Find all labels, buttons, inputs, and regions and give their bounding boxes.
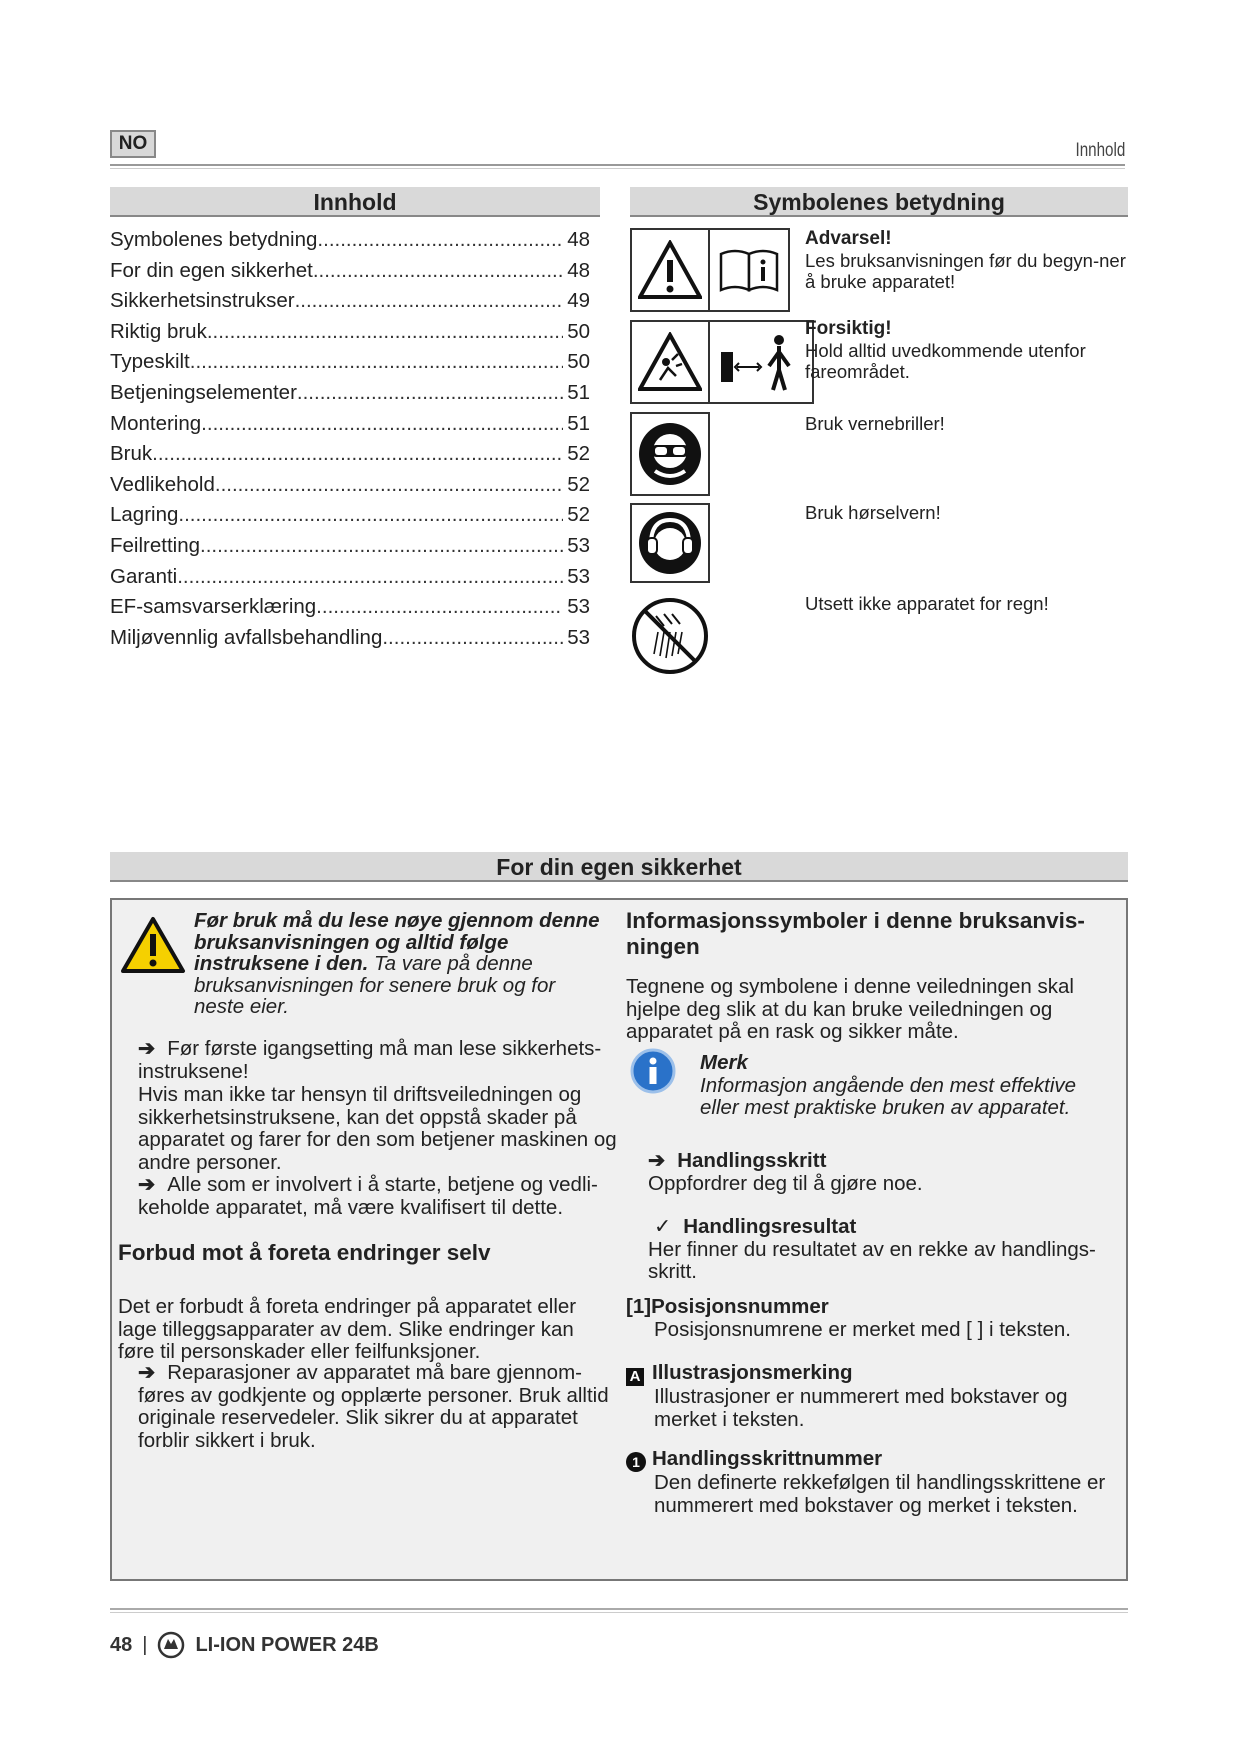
toc-entry[interactable] [110,286,590,317]
letter-badge-icon: A [626,1368,644,1386]
product-model: LI-ION POWER 24B [195,1633,379,1656]
warning-triangle-icon [638,240,702,300]
toc-entry-title: Sikkerhetsinstrukser [110,289,295,313]
language-tag: NO [110,130,156,158]
bullet-qualified-persons: ➔ Alle som er involvert i å starte, betjene og vedli-keholde apparatet, må være kvalifisert til dette. [138,1173,598,1219]
handlingsresultat-item: ✓ Handlingsresultat Her finner du resultatet av en rekke av handlings-skritt. [648,1215,1096,1283]
no-rain-icon [630,596,710,676]
toc-leader-dots [207,317,563,348]
safety-heading: For din egen sikkerhet [110,852,1128,882]
toc-entry-page: 49 [567,289,590,313]
footer-divider [110,1608,1128,1613]
toc-entry-title: Garanti [110,564,178,588]
toc-entry-page: 52 [567,503,590,527]
toc-entry[interactable] [110,500,590,531]
wolf-logo-icon [157,1631,185,1659]
hearing-symbol-box [630,503,710,583]
hearing-symbol-text: Bruk hørselvern! [805,502,941,523]
toc-leader-dots [382,623,563,654]
toc-leader-dots [316,592,563,623]
toc-entry-title: Typeskilt [110,350,190,374]
warning-note: Før bruk må du lese nøye gjennom denne bruksanvisningen og alltid følge instruksene i den. Ta vare på denne bruksanvisningen for senere bruk og for neste eier. [194,909,600,1018]
toc-entry-title: Bruk [110,442,153,466]
caution-symbol-box [630,320,814,404]
toc-leader-dots [215,470,563,501]
toc-entry-page: 53 [567,625,590,649]
toc-entry-page: 53 [567,595,590,619]
toc-entry-page: 48 [567,228,590,251]
table-of-contents [110,225,590,653]
footer-separator: | [142,1633,148,1656]
toc-entry-title: EF-samsvarserklæring [110,595,317,619]
toc-entry[interactable] [110,623,590,654]
toc-leader-dots [295,286,564,317]
toc-leader-dots [297,378,563,409]
illustrasjonsmerking-item: A Illustrasjonsmerking Illustrasjoner er nummerert med bokstaver og merket i teksten. [626,1362,1116,1431]
info-icon [630,1048,676,1094]
toc-entry-title: Feilretting [110,533,201,557]
goggles-symbol-box [630,412,710,496]
safety-goggles-icon [637,421,703,487]
toc-entry-page: 53 [567,564,590,588]
toc-entry-title: Betjeningselementer [110,380,297,404]
checkmark-icon: ✓ [654,1215,672,1238]
bullet-read-instructions: ➔ Før første igangsetting må man lese sikkerhets-instruksene! [138,1037,602,1083]
toc-heading: Innhold [110,187,600,217]
merk-note: Merk Informasjon angående den mest effektive eller mest praktiske bruken av apparatet. [700,1051,1077,1119]
toc-leader-dots [177,562,563,593]
toc-leader-dots [178,500,563,531]
forbud-heading: Forbud mot å foreta endringer selv [118,1240,491,1265]
toc-leader-dots [152,439,563,470]
toc-entry[interactable] [110,347,590,378]
warning-triangle-yellow-icon [120,916,186,974]
goggles-symbol-text: Bruk vernebriller! [805,413,945,434]
toc-entry-page: 51 [567,380,590,404]
toc-entry[interactable] [110,317,590,348]
toc-entry[interactable] [110,592,590,623]
toc-entry[interactable] [110,470,590,501]
toc-entry-title: Vedlikehold [110,472,215,496]
no-rain-symbol [630,596,710,676]
info-symbols-text: Tegnene og symbolene i denne veiledningen skal hjelpe deg slik at du kan bruke veiledningen og apparatet på en rask og sikker måte. [626,975,1074,1043]
toc-leader-dots [317,225,563,256]
brand-logo [157,1631,185,1659]
toc-entry[interactable] [110,409,590,440]
header-divider [110,164,1125,169]
forbud-text: Det er forbudt å foreta endringer på apparatet eller lage tilleggsapparater av dem. Slike endringer kan føre til personskader eller feilfunksjoner. [118,1295,577,1363]
toc-entry[interactable] [110,256,590,287]
toc-entry[interactable] [110,531,590,562]
toc-entry[interactable] [110,439,590,470]
operating-instructions-paragraph: Hvis man ikke tar hensyn til driftsveiledningen og sikkerhetsinstruksene, kan det oppstå skader på apparatet og farer for den som betjener maskinen og andre personer. [138,1083,617,1174]
toc-leader-dots [190,347,563,378]
toc-entry-page: 50 [567,319,590,343]
toc-leader-dots [200,531,563,562]
toc-entry-title: For din egen sikkerhet [110,258,313,282]
header-section-title: Innhold [1075,140,1125,161]
warning-symbol-text: Advarsel! Les bruksanvisningen før du begyn-ner å bruke apparatet! [805,228,1126,292]
safety-box [110,898,1128,1581]
posisjonsnummer-item: [1]Posisjonsnummer Posisjonsnumrene er merket med [ ] i teksten. [626,1295,1072,1341]
toc-entry-page: 50 [567,350,590,374]
toc-entry[interactable] [110,378,590,409]
handlingsskrittnummer-item: 1 Handlingsskrittnummer Den definerte rekkefølgen til handlingsskrittene er nummerert med bokstaver og merket i teksten. [626,1448,1116,1517]
symbols-heading: Symbolenes betydning [630,187,1128,217]
caution-symbol-text: Forsiktig! Hold alltid uvedkommende utenfor fareområdet. [805,318,1086,382]
handlingsskritt-item: ➔ Handlingsskritt Oppfordrer deg til å gjøre noe. [648,1149,923,1195]
toc-entry-page: 52 [567,472,590,496]
toc-entry-page: 53 [567,533,590,557]
warning-symbol-box [630,228,790,312]
page-number: 48 [110,1633,133,1656]
hearing-protection-icon [637,510,703,576]
thrown-objects-icon [638,332,702,392]
toc-entry-title: Symbolenes betydning [110,228,318,251]
keep-distance-icon [713,330,809,394]
toc-entry[interactable] [110,562,590,593]
toc-entry-title: Montering [110,411,202,435]
toc-entry[interactable] [110,225,590,256]
info-symbols-heading: Informasjonssymboler i denne bruksanvis-ningen [626,908,1085,959]
toc-entry-page: 51 [567,411,590,435]
no-rain-symbol-text: Utsett ikke apparatet for regn! [805,593,1049,614]
toc-entry-title: Miljøvennlig avfallsbehandling [110,625,383,649]
toc-leader-dots [201,409,563,440]
toc-entry-title: Lagring [110,503,179,527]
bullet-repairs: ➔ Reparasjoner av apparatet må bare gjennom-føres av godkjente og opplærte personer. Bruk alltid originale reservedeler. Slik sikrer du at apparatet forblir sikkert i bruk. [138,1361,609,1452]
toc-entry-page: 48 [567,258,590,282]
number-badge-icon: 1 [626,1452,646,1472]
footer [110,1631,379,1659]
toc-leader-dots [313,256,563,287]
read-manual-icon [717,246,781,294]
toc-entry-page: 52 [567,442,590,466]
toc-entry-title: Riktig bruk [110,319,207,343]
